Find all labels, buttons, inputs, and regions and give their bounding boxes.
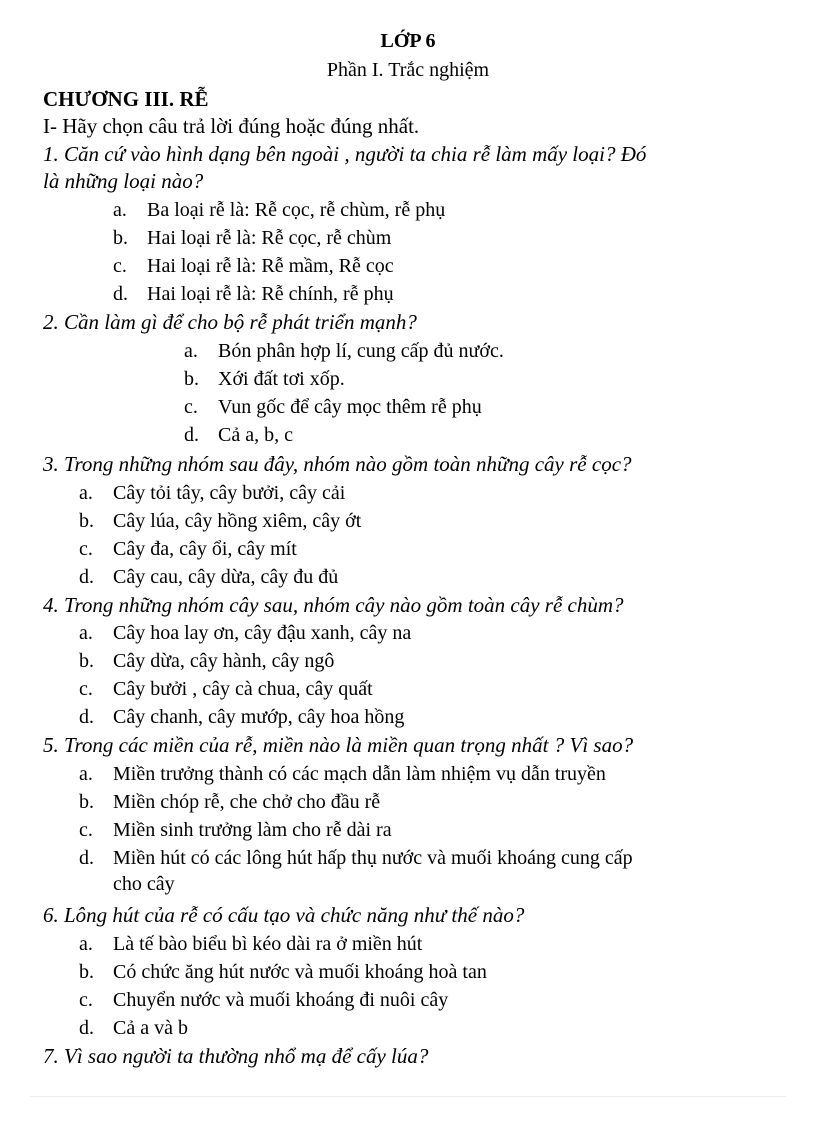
option-text: Chuyển nước và muối khoáng đi nuôi cây bbox=[113, 989, 449, 1011]
option-text: Cả a, b, c bbox=[218, 424, 293, 446]
option-text: Cả a và b bbox=[113, 1017, 188, 1039]
option-letter: d. bbox=[184, 424, 199, 446]
question-3-option-a bbox=[79, 480, 345, 506]
option-text: Ba loại rễ là: Rễ cọc, rễ chùm, rễ phụ bbox=[147, 199, 446, 221]
option-letter: b. bbox=[79, 650, 94, 672]
question-2-option-d bbox=[184, 422, 293, 448]
question-4: 4. Trong những nhóm cây sau, nhóm cây nào gồm toàn cây rễ chùm? bbox=[43, 593, 624, 617]
option-text: Là tế bào biểu bì kéo dài ra ở miền hút bbox=[113, 933, 423, 955]
option-letter: d. bbox=[113, 283, 128, 305]
question-6-option-d bbox=[79, 1015, 188, 1041]
question-1-option-b bbox=[113, 225, 391, 251]
option-letter: c. bbox=[79, 538, 93, 560]
question-2-option-a bbox=[184, 338, 504, 364]
option-letter: c. bbox=[79, 989, 93, 1011]
option-letter: c. bbox=[113, 255, 127, 277]
question-1-line-2: là những loại nào? bbox=[43, 169, 204, 193]
question-6-option-b bbox=[79, 959, 487, 985]
question-3: 3. Trong những nhóm sau đây, nhóm nào gồm toàn những cây rễ cọc? bbox=[43, 452, 632, 476]
option-letter: d. bbox=[79, 847, 94, 869]
option-text: Hai loại rễ là: Rễ mầm, Rễ cọc bbox=[147, 255, 394, 277]
option-text: Miền hút có các lông hút hấp thụ nước và muối khoáng cung cấp bbox=[113, 847, 633, 869]
option-text: Hai loại rễ là: Rễ cọc, rễ chùm bbox=[147, 227, 392, 249]
option-text: Cây đa, cây ổi, cây mít bbox=[113, 538, 297, 560]
option-text: Cây dừa, cây hành, cây ngô bbox=[113, 650, 335, 672]
option-letter: b. bbox=[113, 227, 128, 249]
question-5-option-b bbox=[79, 789, 380, 815]
option-text: Bón phân hợp lí, cung cấp đủ nước. bbox=[218, 340, 504, 362]
option-letter: a. bbox=[79, 933, 93, 955]
option-text: Có chức ăng hút nước và muối khoáng hoà tan bbox=[113, 961, 487, 983]
option-text: Xới đất tơi xốp. bbox=[218, 368, 345, 390]
option-text: Cây hoa lay ơn, cây đậu xanh, cây na bbox=[113, 622, 412, 644]
option-letter: a. bbox=[113, 199, 127, 221]
question-5-option-c bbox=[79, 817, 392, 843]
instruction-text: I- Hãy chọn câu trả lời đúng hoặc đúng nhất. bbox=[43, 114, 420, 138]
part-title: Phần I. Trắc nghiệm bbox=[326, 59, 490, 81]
question-1-option-d bbox=[113, 281, 394, 307]
option-text: Miền sinh trưởng làm cho rễ dài ra bbox=[113, 819, 392, 841]
question-2-option-c bbox=[184, 394, 482, 420]
question-2: 2. Cần làm gì để cho bộ rễ phát triển mạnh? bbox=[43, 310, 417, 334]
question-6: 6. Lông hút của rễ có cấu tạo và chức năng như thế nào? bbox=[43, 903, 525, 927]
option-letter: a. bbox=[79, 482, 93, 504]
question-4-option-c bbox=[79, 676, 373, 702]
question-5-option-d bbox=[79, 845, 633, 897]
question-1-option-c bbox=[113, 253, 394, 279]
option-letter: a. bbox=[79, 763, 93, 785]
option-letter: a. bbox=[79, 622, 93, 644]
option-letter: d. bbox=[79, 1017, 94, 1039]
grade-title: LỚP 6 bbox=[380, 30, 436, 52]
chapter-heading: CHƯƠNG III. RỄ bbox=[43, 87, 209, 111]
question-4-option-a bbox=[79, 620, 411, 646]
question-6-option-c bbox=[79, 987, 448, 1013]
option-text: Hai loại rễ là: Rễ chính, rễ phụ bbox=[147, 283, 394, 305]
question-3-option-b bbox=[79, 508, 361, 534]
question-1-line-1: 1. Căn cứ vào hình dạng bên ngoài , người ta chia rễ làm mấy loại? Đó bbox=[43, 142, 647, 166]
option-letter: c. bbox=[79, 819, 93, 841]
question-3-option-d bbox=[79, 564, 338, 590]
option-text: Miền trưởng thành có các mạch dẫn làm nhiệm vụ dẫn truyền bbox=[113, 763, 606, 785]
option-text: Cây lúa, cây hồng xiêm, cây ớt bbox=[113, 510, 362, 532]
option-text: Cây chanh, cây mướp, cây hoa hồng bbox=[113, 706, 405, 728]
question-4-option-d bbox=[79, 704, 404, 730]
option-letter: c. bbox=[79, 678, 93, 700]
option-text: Miền chóp rễ, che chở cho đầu rễ bbox=[113, 791, 381, 813]
option-letter: d. bbox=[79, 706, 94, 728]
option-letter: b. bbox=[79, 510, 94, 532]
option-text-continuation: cho cây bbox=[113, 873, 175, 895]
question-6-option-a bbox=[79, 931, 422, 957]
question-5: 5. Trong các miền của rễ, miền nào là miền quan trọng nhất ? Vì sao? bbox=[43, 733, 634, 757]
option-text: Cây tỏi tây, cây bưởi, cây cải bbox=[113, 482, 346, 504]
question-1-option-a bbox=[113, 197, 445, 223]
option-text: Vun gốc để cây mọc thêm rễ phụ bbox=[218, 396, 482, 418]
option-letter: a. bbox=[184, 340, 198, 362]
option-letter: b. bbox=[79, 961, 94, 983]
option-letter: b. bbox=[184, 368, 199, 390]
page-bottom-divider bbox=[30, 1096, 786, 1097]
option-letter: d. bbox=[79, 566, 94, 588]
option-letter: c. bbox=[184, 396, 198, 418]
question-4-option-b bbox=[79, 648, 334, 674]
option-letter: b. bbox=[79, 791, 94, 813]
question-2-option-b bbox=[184, 366, 345, 392]
option-text: Cây bưởi , cây cà chua, cây quất bbox=[113, 678, 373, 700]
option-text: Cây cau, cây dừa, cây đu đủ bbox=[113, 566, 339, 588]
question-7: 7. Vì sao người ta thường nhổ mạ để cấy lúa? bbox=[43, 1044, 429, 1068]
question-3-option-c bbox=[79, 536, 297, 562]
question-5-option-a bbox=[79, 761, 606, 787]
